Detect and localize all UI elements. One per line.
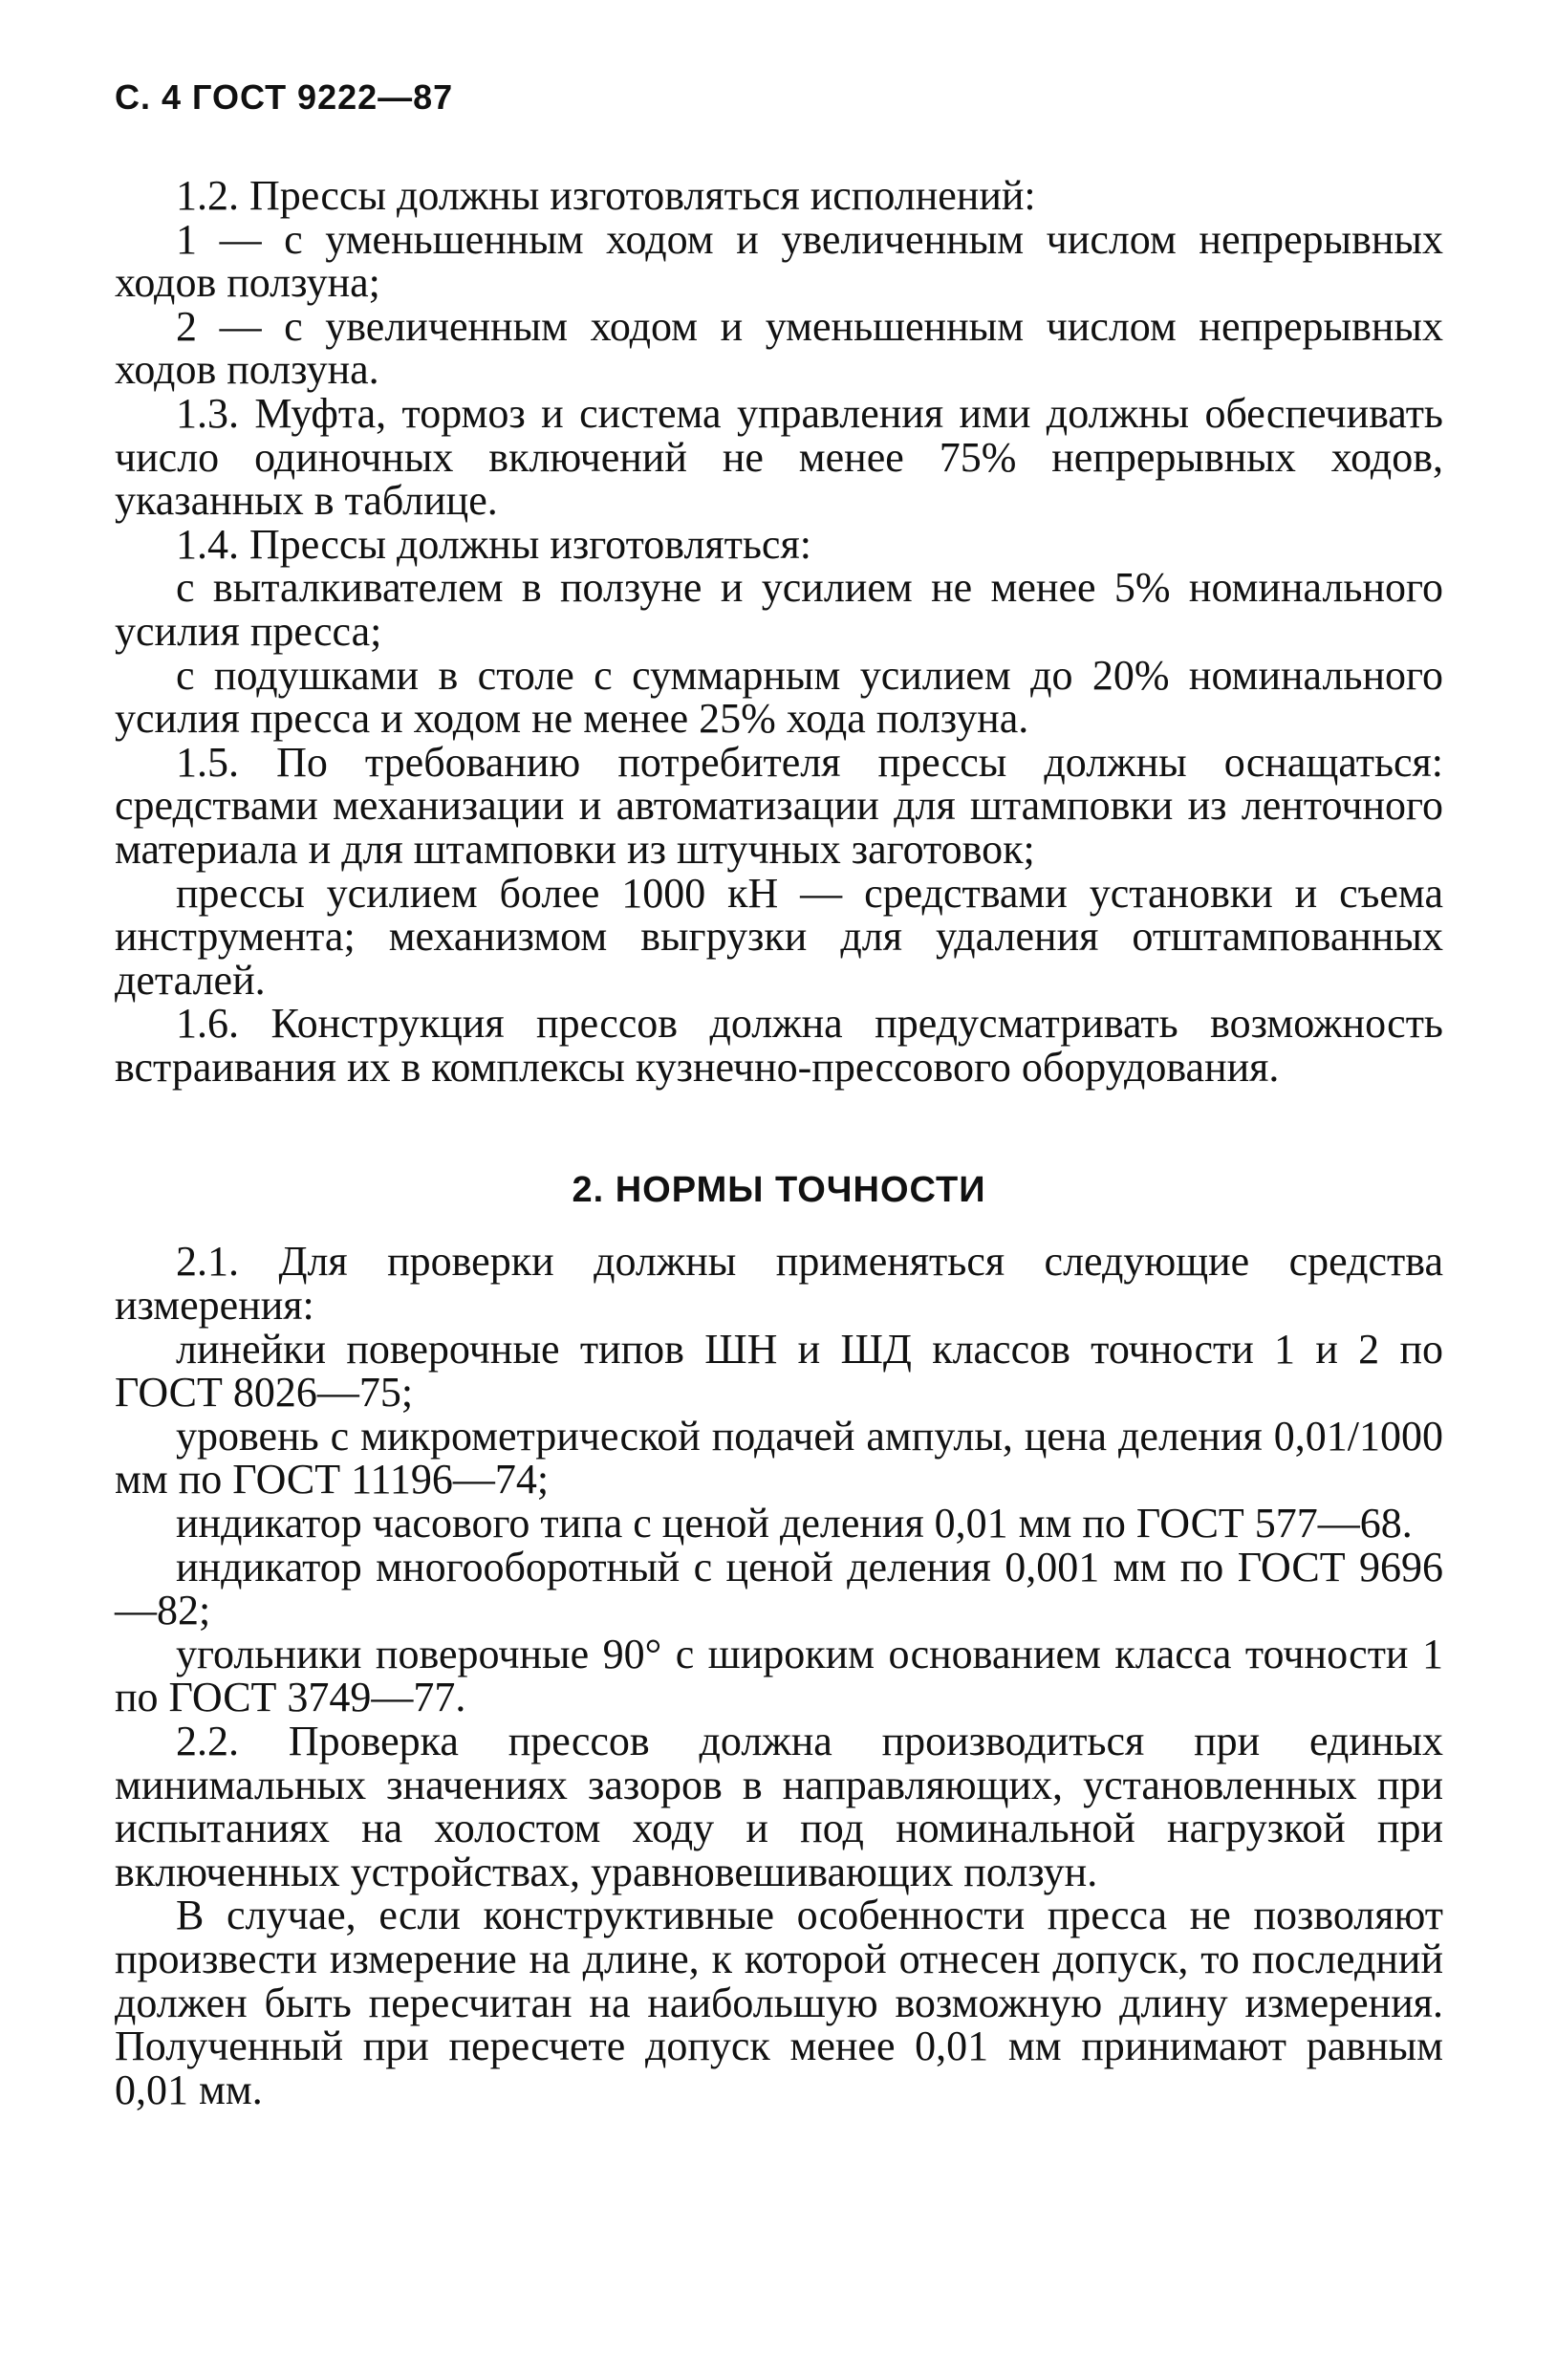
section-1-body [115, 174, 1443, 1089]
paragraph-2-1-item-2: уровень с микрометрической подачей ампулы, цена деления 0,01/1000 мм по ГОСТ 11196—74; [115, 1412, 1443, 1504]
paragraph-1-2-option-1: 1 — с уменьшенным ходом и увеличенным числом непрерывных ходов ползуна; [115, 215, 1443, 307]
section-2-body [115, 1240, 1443, 2111]
paragraph-1-4: 1.4. Прессы должны изготовляться: [176, 520, 811, 568]
document-page [115, 76, 1443, 2111]
paragraph-1-5: 1.5. По требованию потребителя прессы должны оснащаться: средствами механизации и автоматизации для штамповки из ленточного материала и для штамповки из штучных заготовок; [115, 738, 1443, 873]
paragraph-1-2: 1.2. Прессы должны изготовляться исполнений: [176, 172, 1036, 219]
paragraph-1-2-option-2: 2 — с увеличенным ходом и уменьшенным числом непрерывных ходов ползуна. [115, 302, 1443, 394]
paragraph-2-1-item-3: индикатор часового типа с ценой деления 0,01 мм по ГОСТ 577—68. [176, 1500, 1413, 1547]
paragraph-1-3: 1.3. Муфта, тормоз и система управления ими должны обеспечивать число одиночных включений не менее 75% непрерывных ходов, указанных в таблице. [115, 389, 1443, 525]
paragraph-1-5-item: прессы усилием более 1000 кН — средствами установки и съема инструмента; механизмом выгрузки для удаления отштампованных деталей. [115, 869, 1443, 1004]
paragraph-1-4-item-2: с подушками в столе с суммарным усилием до 20% номинального усилия пресса и ходом не менее 25% хода ползуна. [115, 651, 1443, 743]
paragraph-2-2-note: В случае, если конструктивные особенности пресса не позволяют произвести измерение на длине, к которой отнесен допуск, то последний должен быть пересчитан на наибольшую возможную длину измерения. Полученный при пересчете допуск менее 0,01 мм принимают равным 0,01 мм. [115, 1892, 1443, 2113]
page-header: С. 4 ГОСТ 9222—87 [115, 77, 454, 117]
paragraph-2-2: 2.2. Проверка прессов должна производиться при единых минимальных значениях зазоров в направляющих, установленных при испытаниях на холостом ходу и под номинальной нагрузкой при включенных устройствах, уравновешивающих ползун. [115, 1718, 1443, 1895]
paragraph-1-6: 1.6. Конструкция прессов должна предусматривать возможность встраивания их в комплексы кузнечно-прессового оборудования. [115, 1000, 1443, 1091]
paragraph-1-4-item-1: с выталкивателем в ползуне и усилием не менее 5% номинального усилия пресса; [115, 564, 1443, 655]
paragraph-2-1-item-1: линейки поверочные типов ШН и ШД классов точности 1 и 2 по ГОСТ 8026—75; [115, 1325, 1443, 1417]
section-2-title: 2. НОРМЫ ТОЧНОСТИ [572, 1170, 986, 1211]
paragraph-2-1-item-4: индикатор многооборотный с ценой деления 0,001 мм по ГОСТ 9696—82; [115, 1543, 1443, 1634]
paragraph-2-1-item-5: угольники поверочные 90° с широким основанием класса точности 1 по ГОСТ 3749—77. [115, 1630, 1443, 1721]
paragraph-2-1: 2.1. Для проверки должны применяться следующие средства измерения: [115, 1238, 1443, 1330]
